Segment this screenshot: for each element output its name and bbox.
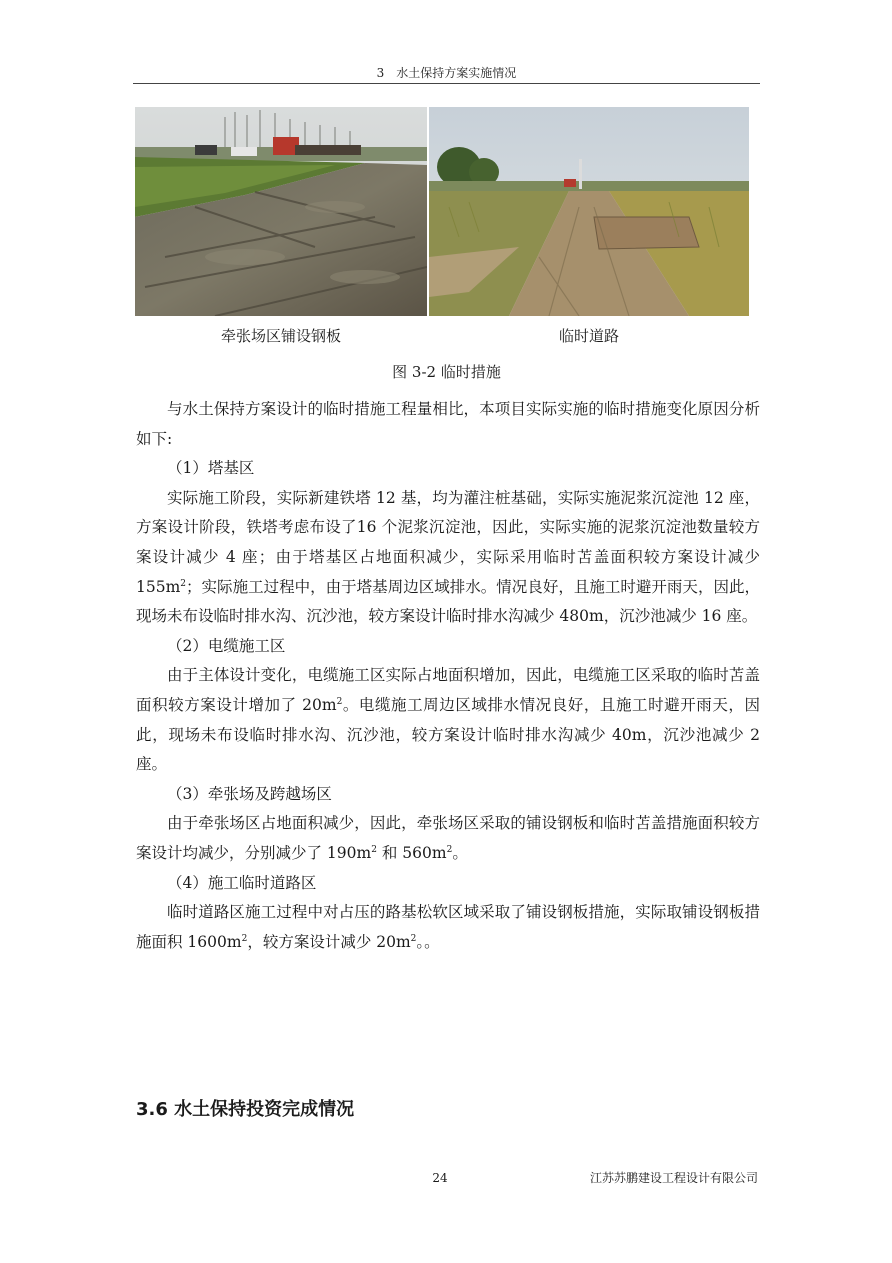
superscript: 2: [410, 933, 417, 944]
superscript: 2: [241, 933, 248, 944]
figure-title: 图 3-2 临时措施: [392, 363, 501, 381]
superscript: 2: [180, 578, 187, 589]
superscript: 2: [446, 844, 453, 855]
paragraph-cable-area: [136, 661, 760, 779]
photo-temporary-road: [429, 107, 749, 316]
text: 和 560m: [376, 843, 447, 862]
section-heading: 3.6 水土保持投资完成情况: [136, 1099, 355, 1120]
superscript: 2: [336, 696, 343, 707]
photo-caption-right: 临时道路: [558, 327, 619, 345]
intro-paragraph: 与水土保持方案设计的临时措施工程量相比，本项目实际实施的临时措施变化原因分析如下:: [136, 400, 760, 448]
heading-tension-area: （3）牵张场及跨越场区: [167, 784, 332, 803]
text: 实际施工阶段，实际新建铁塔 12 基，均为灌注桩基础，实际实施泥浆沉淀池 12 座，方案设计阶段，铁塔考虑布设了16 个泥浆沉淀池，因此，实际实施的泥浆沉淀池数量较方案设计减少 4 座；由于塔基区占地面积减少，实际采用临时苫盖面积较方案设计减少 155m: [136, 488, 760, 596]
superscript: 2: [371, 844, 377, 855]
text: ，较方案设计减少 20m: [247, 932, 411, 951]
running-header: 3 水土保持方案实施情况: [133, 63, 760, 84]
text: 。。: [416, 932, 440, 951]
paragraph-tension-area: [136, 809, 760, 868]
text: 。: [452, 843, 468, 862]
body-text: [136, 395, 760, 957]
text: ；实际施工过程中，由于塔基周边区域排水。情况良好，且施工时避开雨天，因此，现场未布设临时排水沟、沉沙池，较方案设计临时排水沟减少 480m，沉沙池减少 16 座。: [136, 577, 760, 626]
text: 由于主体设计变化，电缆施工区实际占地面积增加，因此，电缆施工区采取的临时苫盖面积较方案设计增加了 20m: [136, 666, 760, 714]
photo-caption-left: 牵张场区铺设钢板: [220, 327, 341, 345]
paragraph-road-area: [136, 898, 760, 957]
text: 由于牵张场区占地面积减少，因此，牵张场区采取的铺设钢板和临时苫盖措施面积较方案设计均减少，分别减少了 190m: [136, 814, 760, 862]
photo-steel-plates: [135, 107, 427, 316]
text: 临时道路区施工过程中对占压的路基松软区域采取了铺设钢板措施，实际取铺设钢板措施面积 1600m: [136, 903, 760, 951]
heading-cable-area: （2）电缆施工区: [167, 636, 286, 655]
heading-tower-area: （1）塔基区: [167, 459, 255, 478]
text: 。电缆施工周边区域排水情况良好，且施工时避开雨天，因此，现场未布设临时排水沟、沉沙池，较方案设计临时排水沟减少 40m，沉沙池减少 2 座。: [136, 695, 760, 774]
paragraph-tower-area: [136, 484, 760, 632]
company-name: 江苏苏鹏建设工程设计有限公司: [589, 1171, 758, 1185]
page-number: 24: [432, 1171, 448, 1185]
heading-road-area: （4）施工临时道路区: [167, 873, 317, 892]
